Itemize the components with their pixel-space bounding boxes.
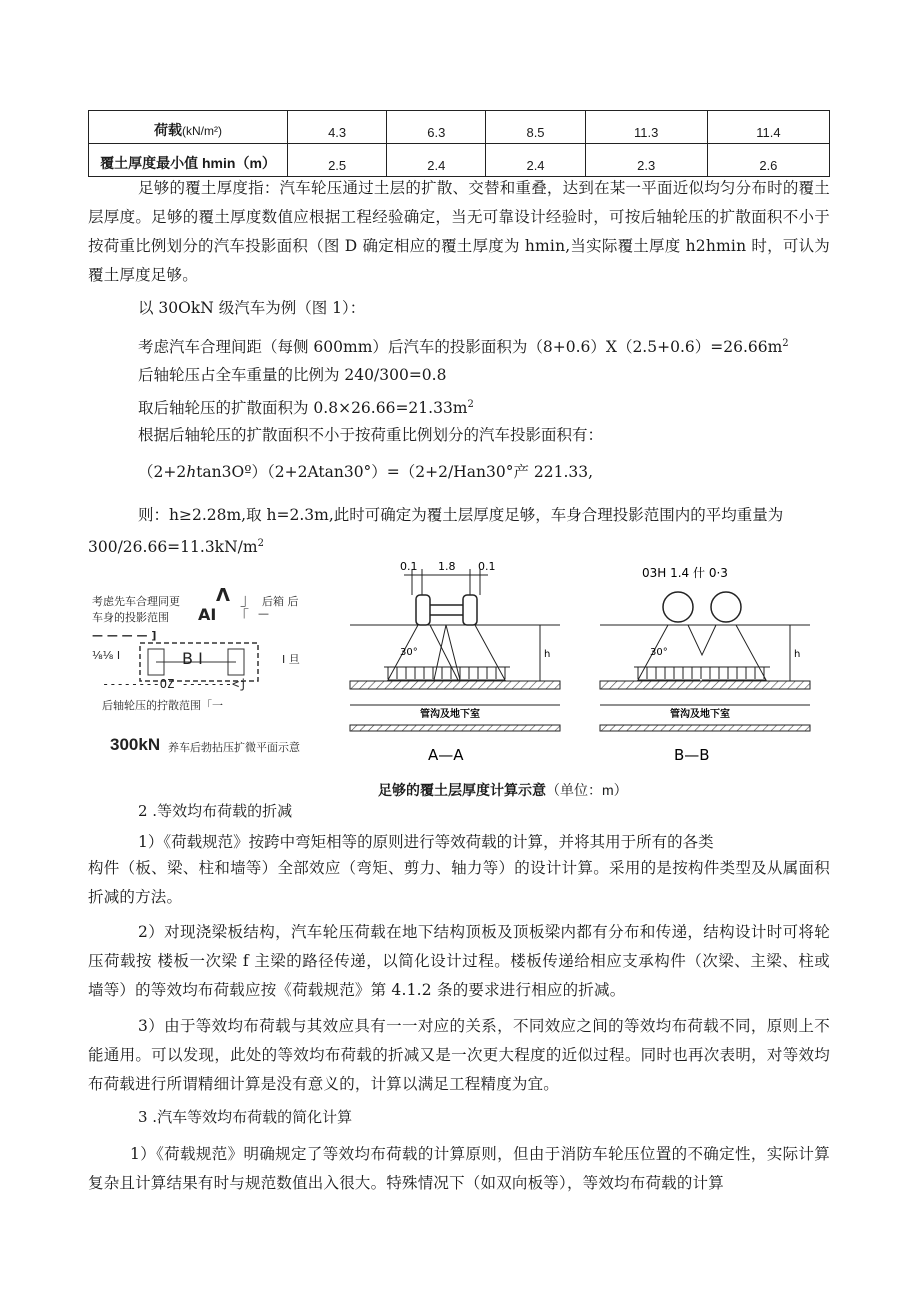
table-row [89,111,830,144]
table-cell: 2.5 [288,144,387,177]
sketch-load-label: 300kN [110,735,161,754]
sketch-text: --------OZ -------<j [102,677,247,691]
section-heading-3: 3 .汽车等效均布荷载的简化计算 [138,1108,353,1126]
wheel [663,592,693,622]
h-label: h [544,649,551,660]
wheel [463,595,477,625]
h-label: h [794,649,801,660]
table-cell: 2.4 [486,144,585,177]
table-cell: 2.3 [585,144,707,177]
section3-paragraph-1: 1）《荷载规范》明确规定了等效均布荷载的计算原则，但由于消防车轮压位置的不确定性，实际计算复杂且计算结果有时与规范数值出入很大。特殊情况下（如双向板等），等效均布荷载的计算 [88,1145,830,1192]
paragraph-diffusion-area: 取后轴轮压的扩散面积为 $0.8\times 26.66=21.33m^2$ [138,399,474,418]
angle-label: 30° [400,647,418,658]
load-arrows [388,667,505,679]
floor-slab [600,725,810,731]
sketch-caption: 养车后勃拈压扩微平面示意 [168,741,300,754]
table-row-header: 覆土厚度最小值 hmin（m） [89,144,288,177]
slab [600,681,810,689]
sketch-mark: — [258,607,269,620]
basement-label: 管沟及地下室 [420,709,480,720]
table-row-header: 荷载(kN/m²) [89,111,288,144]
figure-caption: 足够的覆土层厚度计算示意（单位：m） [378,782,628,798]
dim-label: 03H 1.4 什 0·3 [642,566,728,580]
table-cell: 8.5 [486,111,585,144]
formula: （2+2ℎtan3Oº）（2+2Atan30°）=（2+2/Han30°产 221.33, [138,463,594,481]
sketch-mark: 「 [234,607,250,625]
sketch-text: 车身的投影范围 [92,611,169,624]
plan-sketch [92,585,322,765]
sketch-mark: AI [198,605,217,624]
sketch-text: ⅛⅛ I [92,649,121,662]
table-cell: 11.4 [707,111,829,144]
slab [350,681,560,689]
dim-label: 1.8 [438,560,456,573]
section2-paragraph-1-first: 1）《荷载规范》按跨中弯矩相等的原则进行等效荷载的计算，并将其用于所有的各类 [138,833,714,851]
section2-paragraph-3: 3）由于等效均布荷载与其效应具有一一对应的关系，不同效应之间的等效均布荷载不同，原则上不能通用。可以发现，此处的等效均布荷载的折减又是一次更大程度的近似过程。同时也再次表明，对等效均布荷载进行所谓精细计算是没有意义的，计算以满足工程精度为宜。 [88,1017,830,1093]
section2-paragraph-1-rest: 构件（板、梁、柱和墙等）全部效应（弯矩、剪力、轴力等）的设计计算。采用的是按构件类型及从属面积折减的方法。 [88,859,830,906]
load-arrows [638,667,764,679]
angle-label: 30° [650,647,668,658]
sketch-text: — — — — ] [92,629,157,642]
sketch-text: 后轴轮压的拧散范围「一 [102,699,223,712]
paragraph-example: 以 30OkN 级汽车为例（图 1）： [138,299,366,317]
paragraph-condition: 根据后轴轮压的扩散面积不小于按荷重比例划分的汽车投影面积有： [138,426,604,444]
table-cell: 6.3 [387,111,486,144]
basement-label: 管沟及地下室 [670,709,730,720]
paragraph-ratio: 后轴轮压占全车重量的比例为 240/300=0.8 [138,366,447,384]
section-heading-2: 2 .等效均布荷载的折减 [138,802,293,820]
dim-label: 0.1 [400,560,418,573]
paragraph-result: 则：h≥2.28m,取 h=2.3m,此时可确定为覆土层厚度足够，车身合理投影范围内的平均重量为 [138,506,784,524]
floor-slab [350,725,560,731]
section-bb-diagram [590,555,830,770]
sketch-mark: Λ [216,585,230,606]
section-label: B—B [674,746,710,764]
paragraph-definition: 足够的覆土厚度指：汽车轮压通过土层的扩散、交替和重叠，达到在某一平面近似均匀分布时的覆土层厚度。足够的覆土厚度数值应根据工程经验确定，当无可靠设计经验时，可按后轴轮压的扩散面积不小于按荷重比例划分的汽车投影面积（图 D 确定相应的覆土厚度为 hmin,当实际覆土厚度 h2hmin 时，可认为覆土厚度足够。 [88,179,830,284]
wheel [711,592,741,622]
table-cell: 2.4 [387,144,486,177]
table-cell: 4.3 [288,111,387,144]
table-row [89,144,830,177]
section-label: A—A [428,746,464,764]
sketch-mark: B I [182,649,203,668]
section-aa-diagram [340,555,580,770]
sketch-text: 后箱 后 [262,595,299,608]
dim-label: 0.1 [478,560,496,573]
paragraph-average-weight: $300/26.66=11.3kN/m^2$ [88,538,264,557]
wheel [416,595,430,625]
sketch-mark: 」 [240,590,257,609]
load-thickness-table [88,110,830,177]
table-cell: 11.3 [585,111,707,144]
sketch-text: 考虑先车合理同更 [92,595,180,608]
paragraph-projection-area: 考虑汽车合理间距（每侧 600mm）后汽车的投影面积为$(8+0.6)X(2.5+0.6)=26.66m^2$ [138,338,789,357]
table-cell: 2.6 [707,144,829,177]
sketch-text: I 旦 [282,653,300,666]
section2-paragraph-2: 2）对现浇梁板结构，汽车轮压荷载在地下结构顶板及顶板梁内都有分布和传递，结构设计时可将轮压荷载按 楼板一次梁 f 主梁的路径传递，以简化设计过程。楼板传递给相应支承构件（次梁、主梁、柱或墙等）的等效均布荷载应按《荷载规范》第 4.1.2 条的要求进行相应的折减。 [88,923,830,999]
